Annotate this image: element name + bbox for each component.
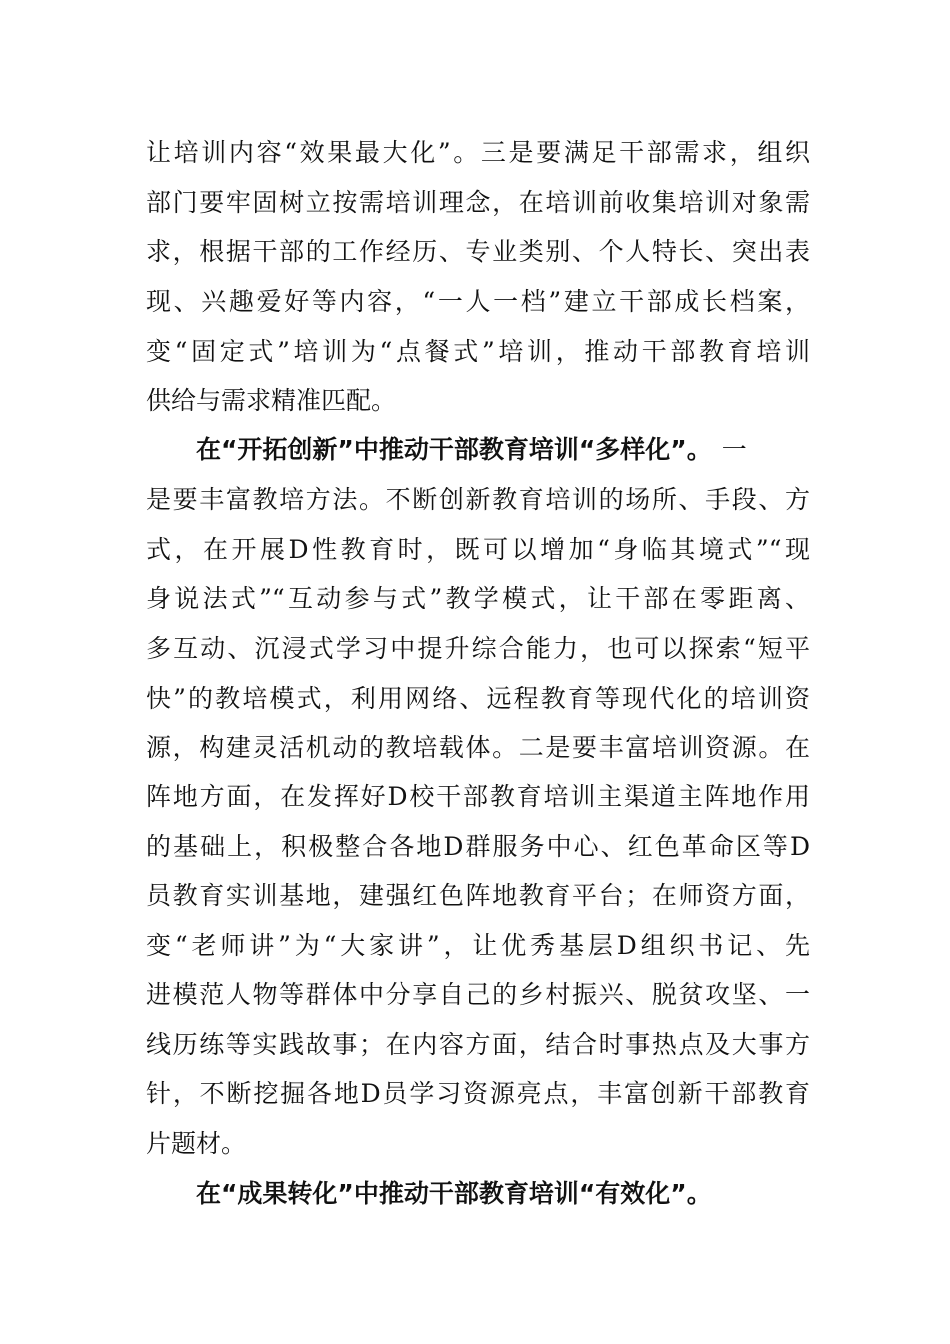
paragraph2-line-12: 线历练等实践故事；在内容方面，结合时事热点及大事方 bbox=[146, 1030, 810, 1059]
paragraph1-line-3: 求，根据干部的工作经历、专业类别、个人特长、突出表 bbox=[146, 237, 810, 266]
paragraph2-line-1: 是要丰富教培方法。不断创新教育培训的场所、手段、方 bbox=[146, 485, 810, 514]
paragraph2-line-7: 阵地方面，在发挥好D校干部教育培训主渠道主阵地作用 bbox=[146, 782, 810, 811]
paragraph2-line-2: 式，在开展D性教育时，既可以增加“身临其境式”“现 bbox=[146, 535, 810, 564]
paragraph2-line-3: 身说法式”“互动参与式”教学模式，让干部在零距离、 bbox=[146, 584, 810, 613]
paragraph2-line-14: 片题材。 bbox=[146, 1129, 247, 1158]
paragraph1-line-4: 现、兴趣爱好等内容，“一人一档”建立干部成长档案， bbox=[146, 287, 810, 316]
paragraph2-line-6: 源，构建灵活机动的教培载体。二是要丰富培训资源。在 bbox=[146, 733, 810, 762]
paragraph1-line-6: 供给与需求精准匹配。 bbox=[146, 386, 397, 415]
paragraph2-line-4: 多互动、沉浸式学习中提升综合能力，也可以探索“短平 bbox=[146, 634, 810, 663]
paragraph1-line-5: 变“固定式”培训为“点餐式”培训，推动干部教育培训 bbox=[146, 337, 810, 366]
paragraph1-line-2: 部门要牢固树立按需培训理念，在培训前收集培训对象需 bbox=[146, 188, 810, 217]
paragraph2-line-11: 进模范人物等群体中分享自己的乡村振兴、脱贫攻坚、一 bbox=[146, 980, 810, 1009]
paragraph2-line-8: 的基础上，积极整合各地D群服务中心、红色革命区等D bbox=[146, 832, 810, 861]
paragraph2-line-5: 快”的教培模式，利用网络、远程教育等现代化的培训资 bbox=[146, 684, 810, 713]
paragraph2-line-9: 员教育实训基地，建强红色阵地教育平台；在师资方面， bbox=[146, 881, 810, 910]
paragraph2-heading-tail: 一 bbox=[721, 435, 747, 464]
paragraph2-line-10: 变“老师讲”为“大家讲”，让优秀基层D组织书记、先 bbox=[146, 931, 810, 960]
paragraph3-heading: 在“成果转化”中推动干部教育培训“有效化”。 bbox=[196, 1179, 712, 1208]
paragraph1-line-1: 让培训内容“效果最大化”。三是要满足干部需求，组织 bbox=[146, 138, 810, 167]
paragraph2-heading: 在“开拓创新”中推动干部教育培训“多样化”。 bbox=[196, 435, 712, 464]
paragraph2-heading-line bbox=[196, 430, 810, 470]
paragraph2-line-13: 针，不断挖掘各地D员学习资源亮点，丰富创新干部教育 bbox=[146, 1079, 810, 1108]
